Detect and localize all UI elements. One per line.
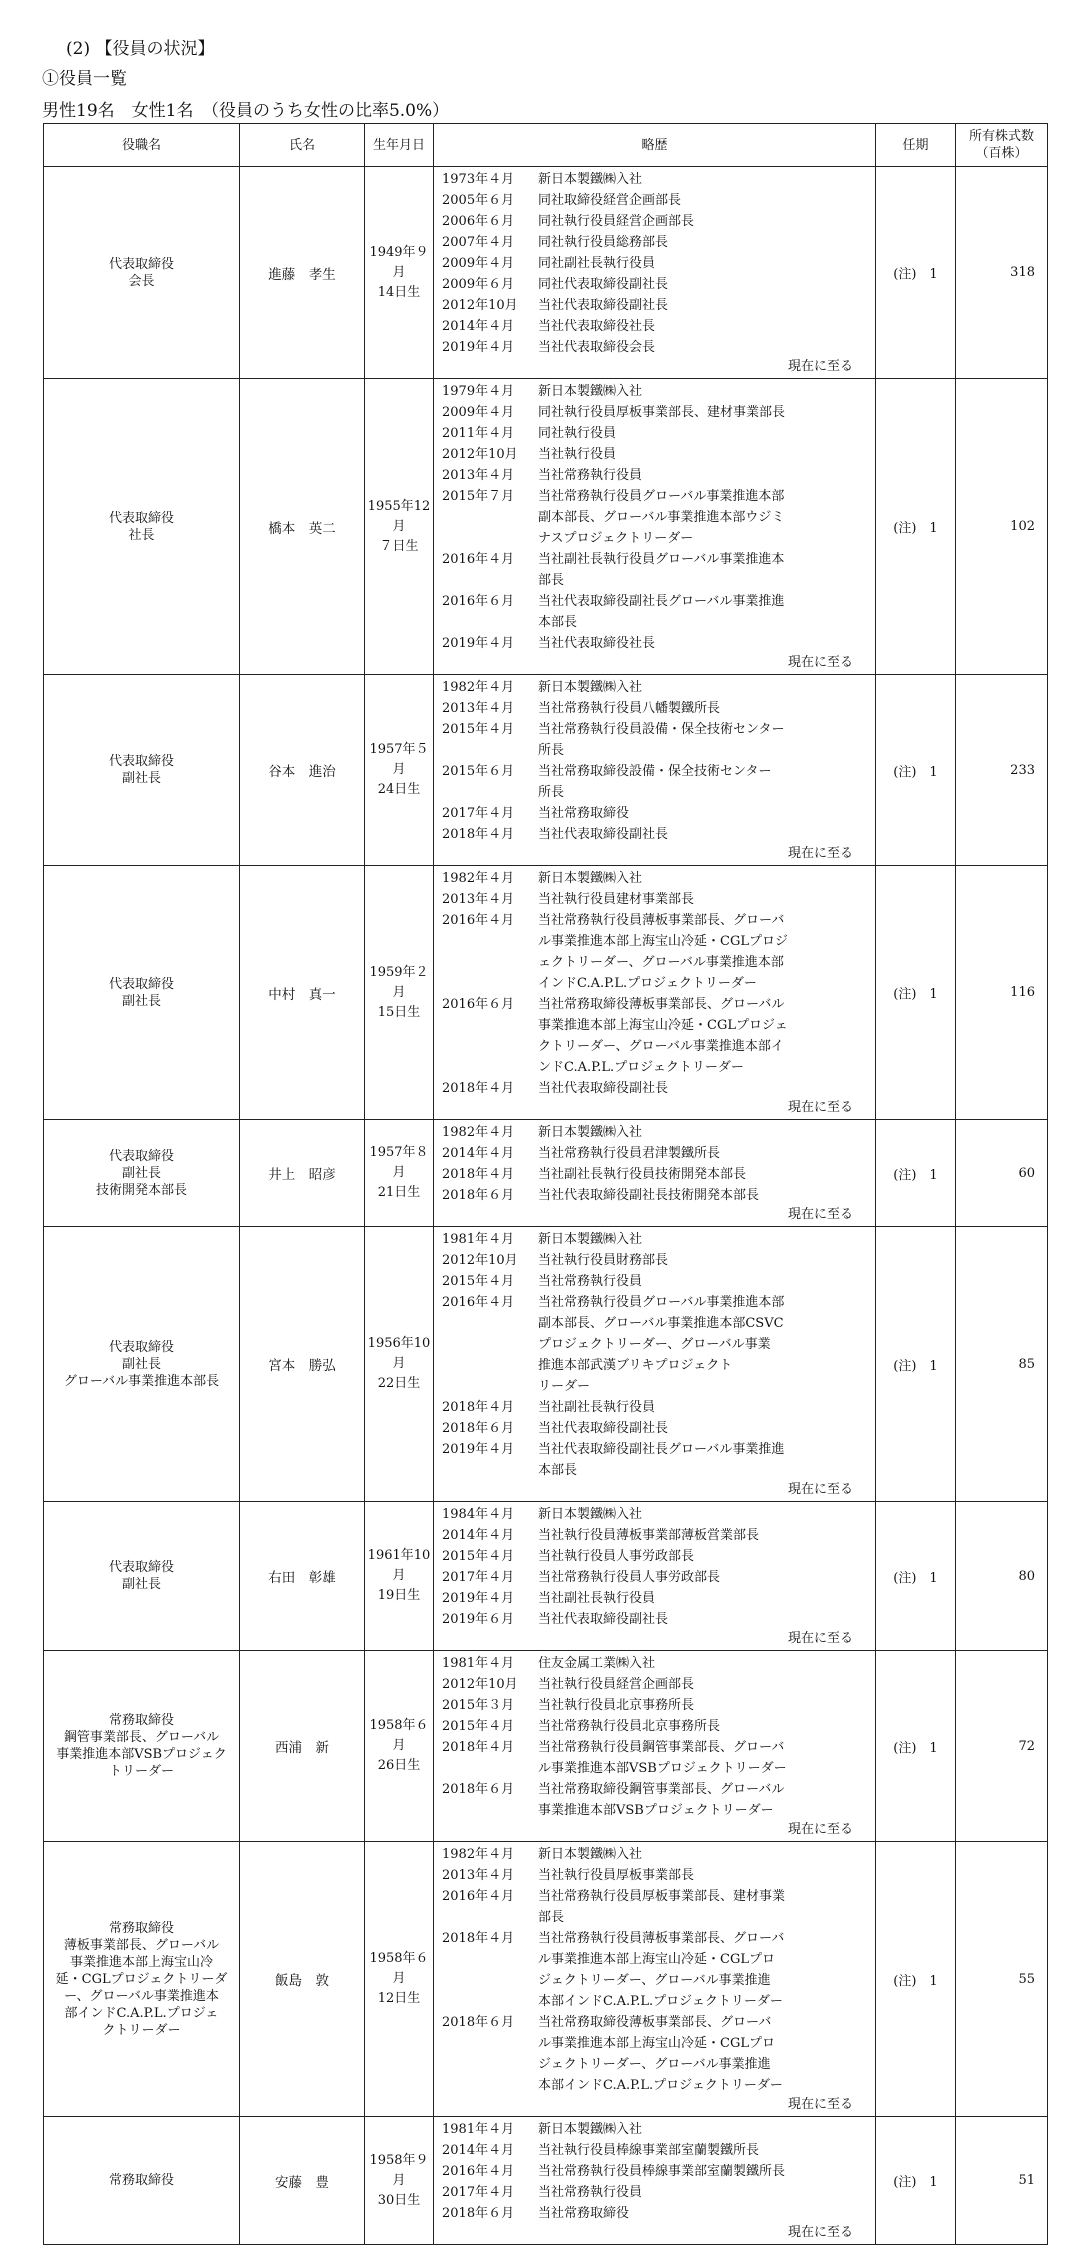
officer-shares: 233 <box>956 675 1048 866</box>
officer-birthdate: 1957年５月 24日生 <box>365 675 434 866</box>
history-text: 当社執行役員北京事務所長 <box>538 1698 695 1713</box>
history-current-note: 現在に至る <box>787 655 853 670</box>
officer-position: 代表取締役 副社長 <box>44 866 240 1120</box>
table-row <box>44 1842 1048 2117</box>
history-text: 当社代表取締役社長 <box>538 319 656 334</box>
history-date: 2014年４月 <box>442 1528 515 1543</box>
history-text: 住友金属工業㈱入社 <box>538 1656 656 1671</box>
history-text: 当社常務執行役員八幡製鐵所長 <box>538 701 721 716</box>
history-current-note: 現在に至る <box>787 1631 853 1646</box>
history-entry <box>442 190 869 211</box>
history-text: 同社取締役経営企画部長 <box>538 193 682 208</box>
history-text: 当社代表取締役副社長 <box>538 827 669 842</box>
history-text: 当社常務執行役員 <box>538 1274 643 1289</box>
history-entry <box>442 2140 869 2161</box>
officer-position: 常務取締役 <box>44 2117 240 2245</box>
history-date: 2019年４月 <box>442 1591 515 1606</box>
history-text: 同社執行役員厚板事業部長、建材事業部長 <box>538 405 786 420</box>
history-date: 2018年４月 <box>442 827 515 842</box>
history-entry <box>442 2203 869 2224</box>
history-date: 2018年４月 <box>442 1740 515 1755</box>
history-entry <box>442 232 869 253</box>
history-entry <box>442 1886 869 1928</box>
history-current-note: 現在に至る <box>787 2097 853 2112</box>
officer-term: (注) 1 <box>876 675 956 866</box>
history-text: 新日本製鐵㈱入社 <box>538 1847 643 1862</box>
history-text: 当社代表取締役副社長 <box>538 298 669 313</box>
history-entry <box>442 211 869 232</box>
gender-ratio-text: 男性19名 女性1名 （役員のうち女性の比率5.0%） <box>42 101 450 121</box>
officer-history <box>434 675 876 866</box>
officer-term: (注) 1 <box>876 1502 956 1651</box>
history-date: 2006年６月 <box>442 214 515 229</box>
history-date: 2018年４月 <box>442 1400 515 1415</box>
history-date: 2014年４月 <box>442 2143 515 2158</box>
history-date: 2015年４月 <box>442 722 515 737</box>
officer-term: (注) 1 <box>876 167 956 379</box>
history-date: 2013年４月 <box>442 468 515 483</box>
history-entry <box>442 1844 869 1865</box>
history-date: 1982年４月 <box>442 680 515 695</box>
officer-shares: 55 <box>956 1842 1048 2117</box>
officer-history <box>434 1651 876 1842</box>
officer-term: (注) 1 <box>876 2117 956 2245</box>
history-entry <box>442 2161 869 2182</box>
history-text: 当社副社長執行役員 <box>538 1591 656 1606</box>
history-date: 2015年４月 <box>442 1274 515 1289</box>
officer-birthdate: 1956年10月 22日生 <box>365 1227 434 1502</box>
column-header-history: 略歴 <box>434 124 876 167</box>
officer-shares: 102 <box>956 379 1048 675</box>
history-entry <box>442 1525 869 1546</box>
officer-position: 常務取締役 鋼管事業部長、グローバル 事業推進本部VSBプロジェク トリーダー <box>44 1651 240 1842</box>
history-text: 当社執行役員人事労政部長 <box>538 1549 695 1564</box>
table-row <box>44 379 1048 675</box>
history-date: 2015年７月 <box>442 489 515 504</box>
history-entry <box>442 1588 869 1609</box>
history-entry <box>442 1439 869 1481</box>
officer-position: 代表取締役 副社長 技術開発本部長 <box>44 1120 240 1227</box>
history-text: 新日本製鐵㈱入社 <box>538 172 643 187</box>
history-entry <box>442 1737 869 1779</box>
officer-shares: 85 <box>956 1227 1048 1502</box>
history-date: 1981年４月 <box>442 2122 515 2137</box>
history-entry <box>442 1546 869 1567</box>
history-date: 2013年４月 <box>442 701 515 716</box>
history-text: 当社常務取締役設備・保全技術センター 所長 <box>538 764 772 800</box>
history-entry <box>442 1695 869 1716</box>
history-text: 当社代表取締役副社長グローバル事業推進 本部長 <box>538 594 785 630</box>
officer-birthdate: 1958年６月 12日生 <box>365 1842 434 2117</box>
officer-birthdate: 1959年２月 15日生 <box>365 866 434 1120</box>
officer-position: 代表取締役 副社長 <box>44 1502 240 1651</box>
officer-shares: 72 <box>956 1651 1048 1842</box>
history-text: 当社執行役員 <box>538 447 617 462</box>
history-text: 同社執行役員総務部長 <box>538 235 669 250</box>
officers-table <box>43 123 1048 2245</box>
history-text: 当社常務執行役員北京事務所長 <box>538 1719 721 1734</box>
history-date: 2014年４月 <box>442 1146 515 1161</box>
history-date: 2017年４月 <box>442 806 515 821</box>
history-text: 当社常務執行役員人事労政部長 <box>538 1570 721 1585</box>
history-entry <box>442 1250 869 1271</box>
officer-history <box>434 2117 876 2245</box>
history-entry <box>442 889 869 910</box>
officer-history <box>434 866 876 1120</box>
history-text: 当社執行役員薄板事業部薄板営業部長 <box>538 1528 760 1543</box>
history-text: 当社常務執行役員グローバル事業推進本部 副本部長、グローバル事業推進本部CSVC プロジェクトリーダー、グローバル事業 推進本部武漢ブリキプロジェクト リーダー <box>538 1295 785 1394</box>
history-text: 当社常務執行役員 <box>538 2185 643 2200</box>
history-date: 2009年４月 <box>442 256 515 271</box>
history-date: 2016年４月 <box>442 552 515 567</box>
history-entry <box>442 402 869 423</box>
history-text: 当社常務取締役鋼管事業部長、グローバル 事業推進本部VSBプロジェクトリーダー <box>538 1782 785 1818</box>
history-date: 2017年４月 <box>442 2185 515 2200</box>
officer-term: (注) 1 <box>876 1842 956 2117</box>
history-text: 当社常務執行役員グローバル事業推進本部 副本部長、グローバル事業推進本部ウジミ ナスプロジェクトリーダー <box>538 489 785 546</box>
officer-position: 代表取締役 副社長 <box>44 675 240 866</box>
history-date: 2015年４月 <box>442 1549 515 1564</box>
officer-term: (注) 1 <box>876 1227 956 1502</box>
history-date: 2012年10月 <box>442 1253 518 1268</box>
officer-name: 飯島 敦 <box>240 1842 365 2117</box>
history-current-note: 現在に至る <box>787 2225 853 2240</box>
history-date: 2016年４月 <box>442 913 515 928</box>
history-text: 新日本製鐵㈱入社 <box>538 2122 643 2137</box>
officer-history <box>434 1227 876 1502</box>
history-current-note: 現在に至る <box>787 846 853 861</box>
table-row <box>44 1651 1048 1842</box>
history-current-note: 現在に至る <box>787 1207 853 1222</box>
officer-name: 宮本 勝弘 <box>240 1227 365 1502</box>
history-text: 当社常務執行役員君津製鐵所長 <box>538 1146 721 1161</box>
history-entry <box>442 698 869 719</box>
history-text: 当社代表取締役副社長 <box>538 1612 669 1627</box>
history-text: 当社常務取締役薄板事業部長、グローバ ル事業推進本部上海宝山冷延・CGLプロ ジェクトリーダー、グローバル事業推進 本部インドC.A.P.L.プロジェクトリーダー <box>538 2015 783 2093</box>
history-entry <box>442 444 869 465</box>
history-date: 2012年10月 <box>442 447 518 462</box>
officer-term: (注) 1 <box>876 1120 956 1227</box>
officer-position: 代表取締役 会長 <box>44 167 240 379</box>
section-heading: (2) 【役員の状況】 <box>66 39 215 59</box>
history-date: 2018年４月 <box>442 1931 515 1946</box>
history-entry <box>442 1122 869 1143</box>
table-row <box>44 866 1048 1120</box>
history-entry <box>442 1143 869 1164</box>
history-text: 当社常務取締役薄板事業部長、グローバル 事業推進本部上海宝山冷延・CGLプロジェ クトリーダー、グローバル事業推進本部イ ンドC.A.P.L.プロジェクトリーダー <box>538 997 788 1075</box>
history-entry <box>442 1418 869 1439</box>
history-date: 2019年４月 <box>442 340 515 355</box>
history-text: 当社執行役員建材事業部長 <box>538 892 695 907</box>
history-date: 1982年４月 <box>442 871 515 886</box>
officer-birthdate: 1957年８月 21日生 <box>365 1120 434 1227</box>
history-entry <box>442 824 869 845</box>
officer-birthdate: 1955年12月 ７日生 <box>365 379 434 675</box>
history-text: 新日本製鐵㈱入社 <box>538 1232 643 1247</box>
history-text: 当社執行役員棒線事業部室蘭製鐵所長 <box>538 2143 760 2158</box>
history-entry <box>442 1653 869 1674</box>
history-text: 当社代表取締役会長 <box>538 340 656 355</box>
history-date: 2018年６月 <box>442 2015 515 2030</box>
history-text: 当社常務執行役員 <box>538 468 643 483</box>
history-text: 同社執行役員 <box>538 426 617 441</box>
officer-history <box>434 379 876 675</box>
officer-position: 代表取締役 副社長 グローバル事業推進本部長 <box>44 1227 240 1502</box>
history-entry <box>442 2012 869 2096</box>
history-text: 同社副社長執行役員 <box>538 256 656 271</box>
history-current-note: 現在に至る <box>787 1100 853 1115</box>
history-date: 2018年６月 <box>442 2206 515 2221</box>
officer-position: 代表取締役 社長 <box>44 379 240 675</box>
history-date: 2009年６月 <box>442 277 515 292</box>
history-entry <box>442 381 869 402</box>
history-entry <box>442 1674 869 1695</box>
history-entry <box>442 1229 869 1250</box>
officer-position: 常務取締役 薄板事業部長、グローバル 事業推進本部上海宝山冷 延・CGLプロジェクトリーダ ー、グローバル事業推進本 部インドC.A.P.L.プロジェ クトリーダー <box>44 1842 240 2117</box>
history-entry <box>442 465 869 486</box>
history-entry <box>442 1271 869 1292</box>
column-header-birth: 生年月日 <box>365 124 434 167</box>
history-entry <box>442 1779 869 1821</box>
history-date: 1973年４月 <box>442 172 515 187</box>
history-entry <box>442 2182 869 2203</box>
history-entry <box>442 994 869 1078</box>
officer-birthdate: 1949年９月 14日生 <box>365 167 434 379</box>
history-date: 1982年４月 <box>442 1847 515 1862</box>
history-text: 当社代表取締役副社長 <box>538 1081 669 1096</box>
officer-history <box>434 1842 876 2117</box>
history-entry <box>442 253 869 274</box>
history-text: 新日本製鐵㈱入社 <box>538 680 643 695</box>
history-text: 当社常務執行役員棒線事業部室蘭製鐵所長 <box>538 2164 786 2179</box>
history-date: 2005年６月 <box>442 193 515 208</box>
history-entry <box>442 1185 869 1206</box>
history-text: 当社常務取締役 <box>538 806 630 821</box>
officer-history <box>434 167 876 379</box>
officer-name: 右田 彰雄 <box>240 1502 365 1651</box>
history-text: 当社常務執行役員薄板事業部長、グローバ ル事業推進本部上海宝山冷延・CGLプロジ ェクトリーダー、グローバル事業推進本部 インドC.A.P.L.プロジェクトリーダー <box>538 913 788 991</box>
history-date: 2013年４月 <box>442 892 515 907</box>
officer-shares: 60 <box>956 1120 1048 1227</box>
officer-name: 西浦 新 <box>240 1651 365 1842</box>
history-date: 2018年４月 <box>442 1167 515 1182</box>
history-date: 1979年４月 <box>442 384 515 399</box>
officer-birthdate: 1958年６月 26日生 <box>365 1651 434 1842</box>
column-header-name: 氏名 <box>240 124 365 167</box>
history-entry <box>442 910 869 994</box>
table-body <box>44 167 1048 2245</box>
history-entry <box>442 803 869 824</box>
history-date: 2012年10月 <box>442 298 518 313</box>
history-text: 新日本製鐵㈱入社 <box>538 871 643 886</box>
history-text: 当社代表取締役副社長 <box>538 1421 669 1436</box>
history-entry <box>442 1292 869 1397</box>
history-entry <box>442 486 869 549</box>
officer-name: 進藤 孝生 <box>240 167 365 379</box>
table-row <box>44 1120 1048 1227</box>
history-entry <box>442 1164 869 1185</box>
history-entry <box>442 2119 869 2140</box>
history-date: 2013年４月 <box>442 1868 515 1883</box>
history-text: 同社代表取締役副社長 <box>538 277 669 292</box>
history-entry <box>442 1504 869 1525</box>
history-date: 1981年４月 <box>442 1656 515 1671</box>
history-text: 当社執行役員財務部長 <box>538 1253 669 1268</box>
history-entry <box>442 761 869 803</box>
history-date: 2017年４月 <box>442 1570 515 1585</box>
officer-history <box>434 1120 876 1227</box>
column-header-term: 任期 <box>876 124 956 167</box>
history-date: 1981年４月 <box>442 1232 515 1247</box>
officer-birthdate: 1961年10月 19日生 <box>365 1502 434 1651</box>
history-date: 2012年10月 <box>442 1677 518 1692</box>
history-date: 2016年６月 <box>442 594 515 609</box>
history-entry <box>442 1609 869 1630</box>
history-entry <box>442 1078 869 1099</box>
history-text: 当社副社長執行役員技術開発本部長 <box>538 1167 747 1182</box>
table-row <box>44 167 1048 379</box>
history-current-note: 現在に至る <box>787 1482 853 1497</box>
history-current-note: 現在に至る <box>787 359 853 374</box>
history-entry <box>442 169 869 190</box>
officer-name: 井上 昭彦 <box>240 1120 365 1227</box>
table-header-row <box>44 124 1048 167</box>
history-date: 1982年４月 <box>442 1125 515 1140</box>
history-text: 当社常務執行役員設備・保全技術センター 所長 <box>538 722 785 758</box>
history-entry <box>442 274 869 295</box>
officer-shares: 318 <box>956 167 1048 379</box>
officer-birthdate: 1958年９月 30日生 <box>365 2117 434 2245</box>
history-entry <box>442 423 869 444</box>
history-entry <box>442 1928 869 2012</box>
history-date: 2018年４月 <box>442 1081 515 1096</box>
history-entry <box>442 295 869 316</box>
officer-name: 安藤 豊 <box>240 2117 365 2245</box>
history-text: 当社副社長執行役員グローバル事業推進本 部長 <box>538 552 785 588</box>
officer-shares: 116 <box>956 866 1048 1120</box>
officer-shares: 80 <box>956 1502 1048 1651</box>
history-date: 2016年４月 <box>442 2164 515 2179</box>
table-row <box>44 675 1048 866</box>
history-entry <box>442 337 869 358</box>
history-text: 当社代表取締役副社長技術開発本部長 <box>538 1188 760 1203</box>
history-date: 2014年４月 <box>442 319 515 334</box>
history-entry <box>442 1397 869 1418</box>
table-row <box>44 2117 1048 2245</box>
history-entry <box>442 677 869 698</box>
history-text: 新日本製鐵㈱入社 <box>538 1125 643 1140</box>
history-date: 2016年４月 <box>442 1889 515 1904</box>
history-text: 当社副社長執行役員 <box>538 1400 656 1415</box>
history-text: 当社代表取締役副社長グローバル事業推進 本部長 <box>538 1442 785 1478</box>
officer-term: (注) 1 <box>876 379 956 675</box>
history-date: 2015年４月 <box>442 1719 515 1734</box>
history-date: 2015年６月 <box>442 764 515 779</box>
officer-history <box>434 1502 876 1651</box>
history-date: 2016年６月 <box>442 997 515 1012</box>
history-text: 当社常務執行役員鋼管事業部長、グローバ ル事業推進本部VSBプロジェクトリーダー <box>538 1740 787 1776</box>
history-date: 2015年３月 <box>442 1698 515 1713</box>
history-entry <box>442 719 869 761</box>
history-text: 当社執行役員厚板事業部長 <box>538 1868 695 1883</box>
history-text: 同社執行役員経営企画部長 <box>538 214 695 229</box>
officer-name: 橋本 英二 <box>240 379 365 675</box>
history-text: 当社常務取締役 <box>538 2206 630 2221</box>
table-row <box>44 1502 1048 1651</box>
history-date: 2009年４月 <box>442 405 515 420</box>
column-header-position: 役職名 <box>44 124 240 167</box>
history-text: 当社執行役員経営企画部長 <box>538 1677 695 1692</box>
history-text: 当社常務執行役員薄板事業部長、グローバ ル事業推進本部上海宝山冷延・CGLプロ ジェクトリーダー、グローバル事業推進 本部インドC.A.P.L.プロジェクトリーダー <box>538 1931 785 2009</box>
history-date: 2019年４月 <box>442 1442 515 1457</box>
history-date: 2016年４月 <box>442 1295 515 1310</box>
history-date: 2018年６月 <box>442 1188 515 1203</box>
history-date: 2019年６月 <box>442 1612 515 1627</box>
history-text: 当社常務執行役員厚板事業部長、建材事業 部長 <box>538 1889 786 1925</box>
history-date: 2018年６月 <box>442 1421 515 1436</box>
history-entry <box>442 1567 869 1588</box>
history-entry <box>442 549 869 591</box>
history-entry <box>442 591 869 633</box>
officer-shares: 51 <box>956 2117 1048 2245</box>
officer-term: (注) 1 <box>876 1651 956 1842</box>
history-text: 新日本製鐵㈱入社 <box>538 384 643 399</box>
column-header-shares: 所有株式数 （百株） <box>956 124 1048 167</box>
history-entry <box>442 1716 869 1737</box>
history-current-note: 現在に至る <box>787 1822 853 1837</box>
history-date: 2019年４月 <box>442 636 515 651</box>
officer-term: (注) 1 <box>876 866 956 1120</box>
history-entry <box>442 316 869 337</box>
history-date: 2007年４月 <box>442 235 515 250</box>
history-entry <box>442 1865 869 1886</box>
officer-name: 中村 真一 <box>240 866 365 1120</box>
subsection-title: ①役員一覧 <box>42 69 127 89</box>
table-row <box>44 1227 1048 1502</box>
history-entry <box>442 633 869 654</box>
officer-name: 谷本 進治 <box>240 675 365 866</box>
history-text: 新日本製鐵㈱入社 <box>538 1507 643 1522</box>
history-date: 2011年４月 <box>442 426 515 441</box>
history-text: 当社代表取締役社長 <box>538 636 656 651</box>
history-entry <box>442 868 869 889</box>
history-date: 1984年４月 <box>442 1507 515 1522</box>
history-date: 2018年６月 <box>442 1782 515 1797</box>
